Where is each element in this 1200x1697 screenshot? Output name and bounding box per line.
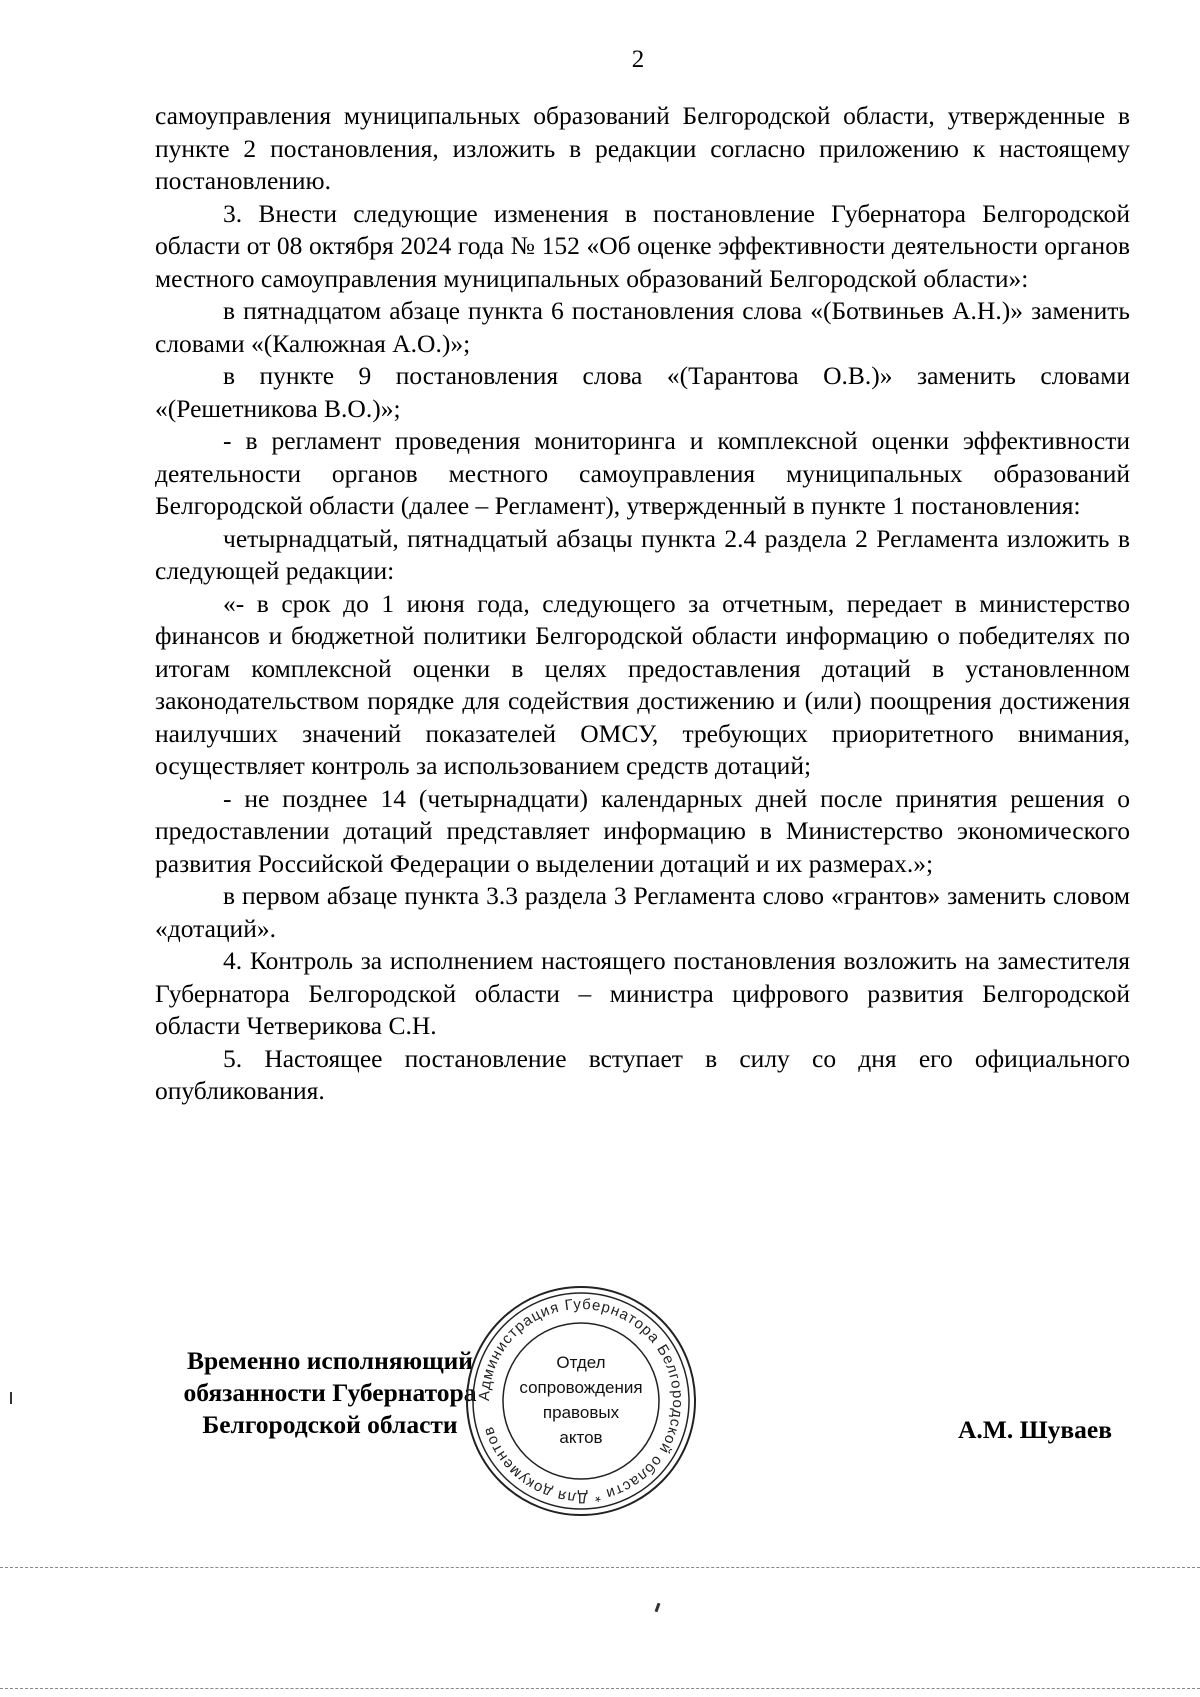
stamp-line: актов — [559, 1428, 603, 1447]
document-body — [155, 100, 1130, 1108]
signatory-title-line: обязанности Губернатора — [183, 1378, 477, 1407]
official-stamp — [462, 1282, 700, 1520]
signer-name: А.М. Шуваев — [958, 1415, 1112, 1444]
scan-mark — [10, 1392, 12, 1404]
paragraph: 3. Внести следующие изменения в постановление Губернатора Белгородской области от 08 октября 2024 года № 152 «Об оценке эффективности деятельности органов местного самоуправления муниципальных образований Белгородской области»: — [155, 198, 1130, 293]
stamp-center-text — [490, 1350, 672, 1450]
signatory-title — [160, 1345, 500, 1441]
stamp-line: сопровождения — [519, 1378, 643, 1397]
page-number: 2 — [631, 46, 645, 73]
paragraph: «- в срок до 1 июня года, следующего за отчетным, передает в министерство финансов и бюджетной политики Белгородской области информацию о победителях по итогам комплексной оценки в целях предоставления дотаций в установленном законодательством порядке для содействия достижению и (или) поощрения достижения наилучших значений показателей ОМСУ, требующих приоритетного внимания, осуществляет контроль за использованием средств дотаций; — [155, 588, 1130, 780]
paragraph: - в регламент проведения мониторинга и комплексной оценки эффективности деятельности органов местного самоуправления муниципальных образований Белгородской области (далее – Регламент), утвержденный в пункте 1 постановления: — [155, 426, 1130, 520]
paragraph: - не позднее 14 (четырнадцати) календарных дней после принятия решения о предоставлении дотаций представляет информацию в Министерство экономического развития Российской Федерации о выделении дотаций и их размерах.»; — [155, 783, 1130, 878]
signatory-title-line: Белгородской области — [202, 1410, 458, 1439]
scan-rule — [0, 1688, 1200, 1689]
paragraph: четырнадцатый, пятнадцатый абзацы пункта 2.4 раздела 2 Регламента изложить в следующей редакции: — [155, 523, 1130, 585]
paragraph: самоуправления муниципальных образований Белгородской области, утвержденные в пункте 2 постановления, изложить в редакции согласно приложению к настоящему постановлению. — [155, 101, 1130, 195]
stamp-line: правовых — [542, 1403, 620, 1422]
scan-rule — [0, 1567, 1200, 1568]
paragraph: 5. Настоящее постановление вступает в силу со дня его официального опубликования. — [155, 1043, 1130, 1105]
paragraph: в пункте 9 постановления слова «(Тарантова О.В.)» заменить словами «(Решетникова В.О.)»; — [155, 361, 1130, 423]
scan-mark — [655, 1603, 661, 1612]
paragraph: в первом абзаце пункта 3.3 раздела 3 Регламента слово «грантов» заменить словом «дотаций». — [155, 881, 1130, 943]
paragraph: в пятнадцатом абзаце пункта 6 постановления слова «(Ботвиньев А.Н.)» заменить словами «(Калюжная А.О.)»; — [155, 296, 1130, 358]
signatory-title-line: Временно исполняющий — [186, 1346, 474, 1375]
stamp-line: Отдел — [556, 1353, 606, 1372]
paragraph: 4. Контроль за исполнением настоящего постановления возложить на заместителя Губернатора Белгородской области – министра цифрового развития Белгородской области Четверикова С.Н. — [155, 946, 1130, 1040]
stamp-ring-text: Администрация Губернатора Белгородской области * Для документов — [475, 1295, 687, 1507]
